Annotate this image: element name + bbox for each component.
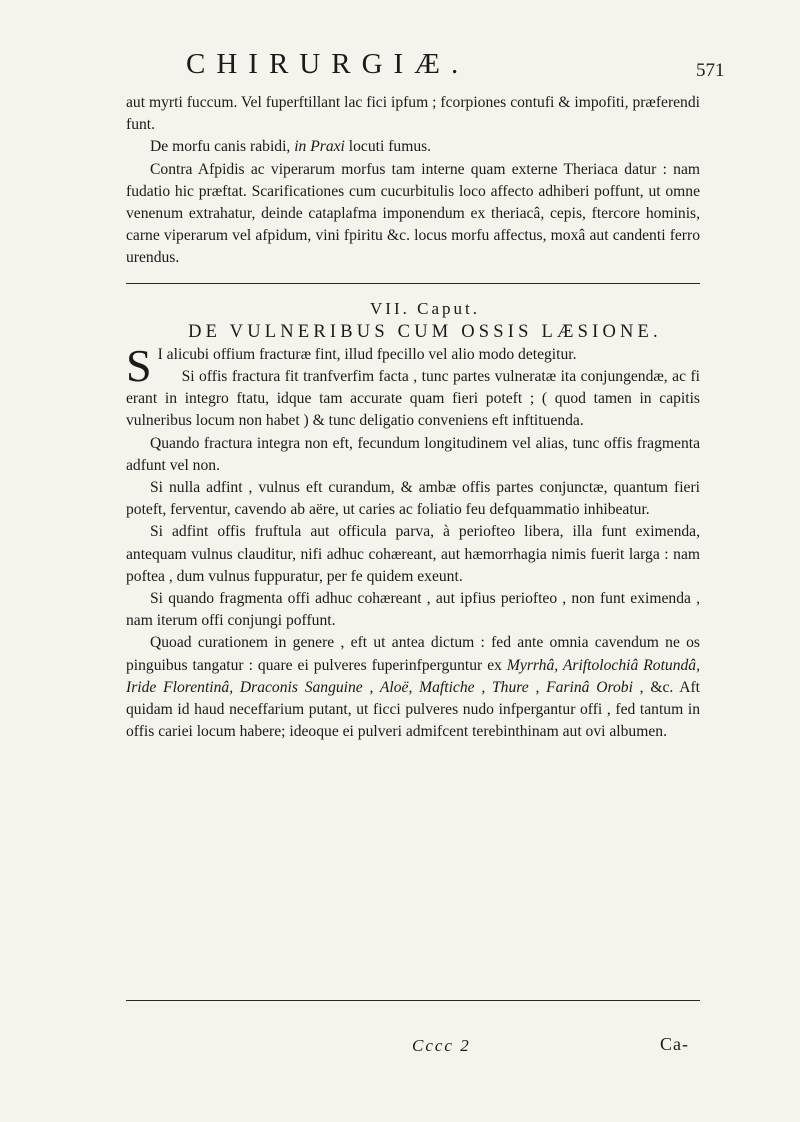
- paragraph: Contra Afpidis ac viperarum morfus tam interne quam externe Theriaca datur : nam fudatio hic præftat. Scarificationes cum cucurbitulis loco affecto adhiberi poffunt, ut omne venenum extrahatur, deinde cataplafma imponendum ex theriacâ, cepis, ftercore hominis, carne viperarum vel afpidum, vini fpiritu &c. locus morfu affectus, moxâ aut candenti ferro urendus.: [126, 160, 700, 267]
- drop-cap: S: [126, 339, 152, 391]
- paragraph: Quando fractura integra non eft, fecundum longitudinem vel alias, tunc offis fragmenta adfunt vel non.: [126, 434, 700, 474]
- italic-reference: in Praxi: [294, 138, 345, 156]
- paragraph: [126, 632, 700, 743]
- paragraph: Si adfint offis fruftula aut officula parva, à periofteo libera, illa funt eximenda, antequam vulnus clauditur, nifi adhuc cohæreant, aut hæmorrhagia nimis fuerit larga : nam poftea , dum vulnus fuppuratur, per fe quidem exeunt.: [126, 523, 700, 585]
- catchword: Ca-: [660, 1034, 689, 1054]
- page-number: 571: [696, 60, 725, 81]
- body-text: [126, 92, 700, 743]
- chapter-title: DE VULNERIBUS CUM OSSIS LÆSIONE.: [188, 321, 662, 342]
- paragraph: Si quando fragmenta offi adhuc cohæreant , aut ipfius periofteo , non funt eximenda , nam iterum offi conjungi poffunt.: [126, 590, 700, 630]
- remedies-list: Myrrhâ, Ariftolochiâ Rotundâ, Iride Florentinâ, Draconis Sanguine , Aloë, Maftiche , Thure , Farinâ Orobi: [126, 656, 700, 696]
- paragraph: De morfu canis rabidi, in Praxi locuti fumus.: [150, 138, 432, 156]
- paragraph: Si offis fractura fit tranfverfim facta , tunc partes vulneratæ ita conjungendæ, ac fi erant in integro ftatu, idque tam accurate quam fieri poteft ; ( quod tamen in capitis vulneribus locum non habet ) & tunc deligatio conveniens eft inftituenda.: [126, 368, 700, 430]
- paragraph: Si nulla adfint , vulnus eft curandum, & ambæ offis partes conjunctæ, quantum fieri poteft, ferventur, cavendo ab aëre, ut caries ac foliatio feu defquammatio inhibeatur.: [126, 479, 700, 519]
- first-paragraph: [126, 339, 700, 391]
- signature-mark: Cccc 2: [412, 1036, 471, 1055]
- first-paragraph-text: I alicubi offium fracturæ fint, illud fpecillo vel alio modo detegitur.: [157, 345, 577, 363]
- paragraph-tail: , &c. Aft quidam id haud neceffarium putant, ut ficci pulveres nudo infpergantur offi , fed tantum in offis cariei locum habere; ideoque ei pulveri admifcent terebinthinam aut ovi albumen.: [126, 678, 700, 741]
- running-title: CHIRURGIÆ.: [186, 48, 470, 80]
- running-head: [0, 48, 800, 92]
- paragraph-lead: Quoad curationem in genere , eft ut antea dictum : fed ante omnia cavendum ne os pinguibus tangatur : quare ei pulveres fuperinfperguntur ex: [126, 634, 700, 674]
- paragraph: aut myrti fuccum. Vel fuperftillant lac fici ipfum ; fcorpiones contufi & impofiti, præferendi funt.: [126, 94, 700, 134]
- footer-rule: [126, 1000, 700, 1001]
- chapter-divider: [126, 283, 700, 284]
- chapter-number: VII. Caput.: [370, 298, 480, 318]
